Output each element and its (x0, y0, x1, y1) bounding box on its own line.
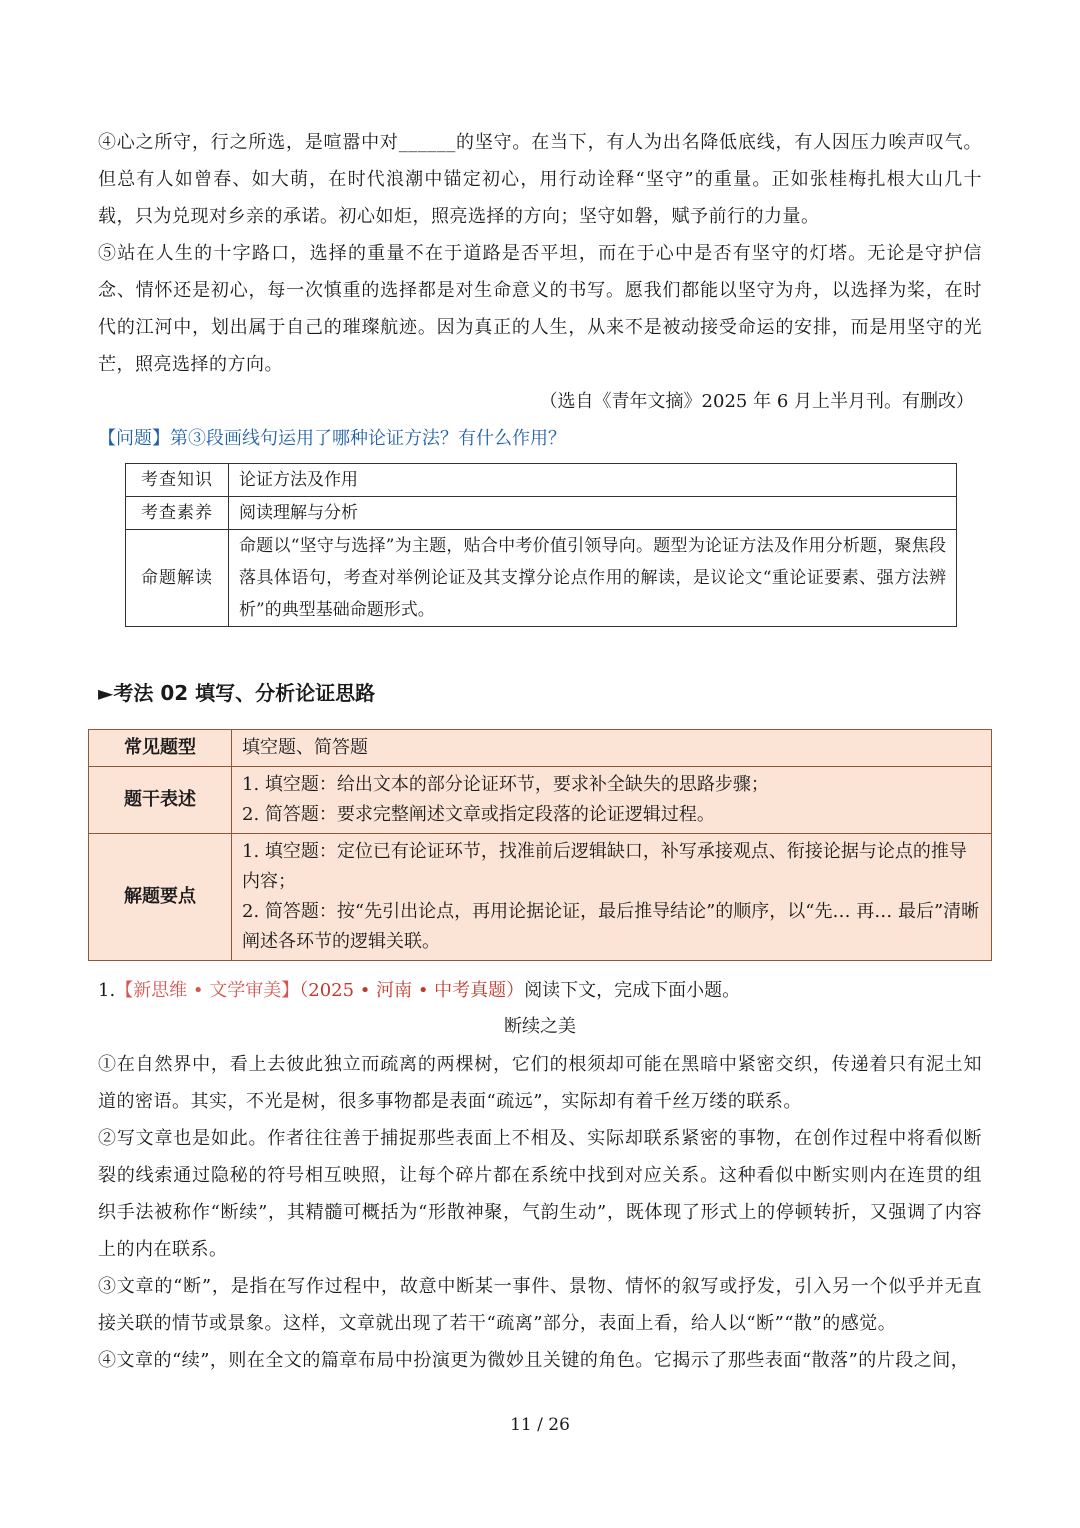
info-value: 阅读理解与分析 (229, 497, 957, 530)
question-tag: 【新思维 • 文学审美】 (115, 980, 300, 1001)
question-text: 【问题】第③段画线句运用了哪种论证方法？有什么作用？ (98, 428, 566, 449)
source-citation: （选自《青年文摘》2025 年 6 月上半月刊。有删改） (539, 391, 974, 412)
paragraph-5: ⑤站在人生的十字路口，选择的重量不在于道路是否平坦，而在于心中是否有坚守的灯塔。无论是守护信念、情怀还是初心，每一次慎重的选择都是对生命意义的书写。愿我们都能以坚守为舟，以选择为桨，在时代的江河中，划出属于自己的璀璨航迹。因为真正的人生，从来不是被动接受命运的安排，而是用坚守的光芒，照亮选择的方向。 (98, 243, 982, 375)
method-value (232, 834, 992, 961)
method-value (232, 730, 992, 767)
question-number: 1. (98, 980, 116, 1001)
table-row (89, 834, 992, 961)
method-value (232, 767, 992, 834)
info-key: 命题解读 (126, 530, 229, 627)
article-paragraph-4: ④文章的“续”，则在全文的篇章布局中扮演更为微妙且关键的角色。它揭示了那些表面“散落”的片段之间， (98, 1350, 970, 1371)
section-heading: ►考法 02 填写、分析论证思路 (98, 681, 376, 705)
table-row (89, 767, 992, 834)
table-row (126, 530, 957, 627)
method-line: 2. 简答题：要求完整阐述文章或指定段落的论证逻辑过程。 (242, 804, 715, 825)
question-source: （2025 • 河南 • 中考真题） (299, 980, 525, 1001)
paragraph-4: ④心之所守，行之所选，是喧嚣中对______的坚守。在当下，有人为出名降低底线，有人因压力唉声叹气。但总有人如曾春、如大萌，在时代浪潮中锚定初心，用行动诠释“坚守”的重量。正如张桂梅扎根大山几十载，只为兑现对乡亲的承诺。初心如炬，照亮选择的方向；坚守如磐，赋予前行的力量。 (98, 132, 982, 227)
info-key: 考查素养 (126, 497, 229, 530)
article-paragraph-1: ①在自然界中，看上去彼此独立而疏离的两棵树，它们的根须却可能在黑暗中紧密交织，传递着只有泥土知道的密语。其实，不光是树，很多事物都是表面“疏远”，实际却有着千丝万缕的联系。 (98, 1054, 982, 1112)
article-title: 断续之美 (504, 1016, 576, 1037)
info-value: 命题以“坚守与选择”为主题，贴合中考价值引领导向。题型为论证方法及作用分析题，聚焦段落具体语句，考查对举例论证及其支撑分论点作用的解读，是议论文“重论证要素、强方法辨析”的典型基础命题形式。 (229, 530, 957, 627)
method-table (88, 729, 992, 961)
method-line: 1. 填空题：给出文本的部分论证环节，要求补全缺失的思路步骤； (242, 774, 769, 795)
method-key: 解题要点 (89, 834, 232, 961)
page-number: 11 / 26 (510, 1415, 570, 1435)
method-line: 填空题、简答题 (242, 737, 368, 758)
method-line: 2. 简答题：按“先引出论点，再用论据论证，最后推导结论”的顺序，以“先… 再… 最后”清晰阐述各环节的逻辑关联。 (242, 901, 980, 952)
info-value: 论证方法及作用 (229, 464, 957, 497)
article-paragraph-2: ②写文章也是如此。作者往往善于捕捉那些表面上不相及、实际却联系紧密的事物，在创作过程中将看似断裂的线索通过隐秘的符号相互映照，让每个碎片都在系统中找到对应关系。这种看似中断实则内在连贯的组织手法被称作“断续”，其精髓可概括为“形散神聚，气韵生动”，既体现了形式上的停顿转折，又强调了内容上的内在联系。 (98, 1128, 982, 1260)
table-row (89, 730, 992, 767)
table-row (126, 497, 957, 530)
question-1-header (98, 976, 740, 1006)
method-line: 1. 填空题：定位已有论证环节，找准前后逻辑缺口，补写承接观点、衔接论据与论点的推导内容； (242, 841, 967, 892)
method-key: 常见题型 (89, 730, 232, 767)
table-row (126, 464, 957, 497)
question-instruction: 阅读下文，完成下面小题。 (524, 980, 741, 1001)
info-table (125, 463, 957, 627)
info-key: 考查知识 (126, 464, 229, 497)
method-key: 题干表述 (89, 767, 232, 834)
article-paragraph-3: ③文章的“断”，是指在写作过程中，故意中断某一事件、景物、情怀的叙写或抒发，引入另一个似乎并无直接关联的情节或景象。这样，文章就出现了若干“疏离”部分，表面上看，给人以“断”“散”的感觉。 (98, 1276, 982, 1334)
